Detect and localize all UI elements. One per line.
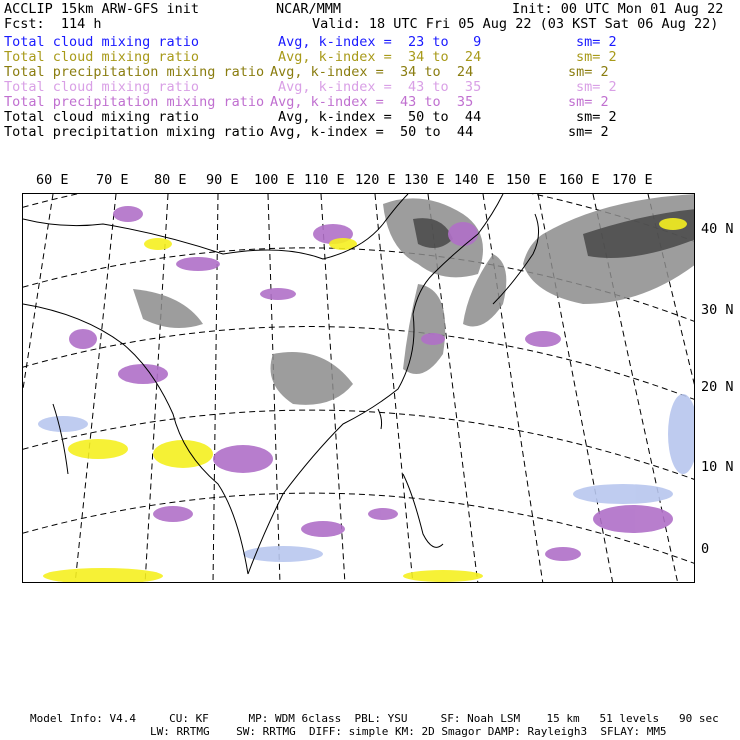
field-name: Total cloud mixing ratio: [4, 34, 200, 50]
forecast-hour: Fcst: 114 h: [4, 16, 102, 32]
precip-patch: [368, 508, 398, 520]
lat-label: 0: [701, 541, 710, 557]
precip-patch: [448, 222, 478, 246]
valid-time: Valid: 18 UTC Fri 05 Aug 22 (03 KST Sat 06 Aug 22): [312, 16, 719, 32]
lon-label: 140 E: [454, 172, 495, 188]
lon-label: 110 E: [304, 172, 345, 188]
lon-label: 170 E: [612, 172, 653, 188]
yellow-patch: [43, 568, 163, 583]
blue-patch: [38, 416, 88, 432]
blue-patch: [668, 394, 695, 474]
blue-cloud-field: [38, 394, 695, 562]
field-sm: sm= 2: [568, 94, 609, 110]
lon-label: 100 E: [254, 172, 295, 188]
yellow-patch: [403, 570, 483, 582]
lon-label: 70 E: [96, 172, 129, 188]
blue-patch: [573, 484, 673, 504]
lon-label: 150 E: [506, 172, 547, 188]
precip-patch: [593, 505, 673, 533]
lon-label: 120 E: [355, 172, 396, 188]
field-avg: Avg, k-index = 50 to 44: [270, 124, 474, 140]
lon-label: 160 E: [559, 172, 600, 188]
graticule-line: [23, 493, 695, 564]
lon-label: 60 E: [36, 172, 69, 188]
blue-patch: [243, 546, 323, 562]
precip-patch: [153, 506, 193, 522]
field-sm: sm= 2: [568, 64, 609, 80]
field-avg: Avg, k-index = 34 to 24: [270, 64, 474, 80]
precip-patch: [260, 288, 296, 300]
cloud-band: [403, 284, 445, 374]
yellow-patch: [659, 218, 687, 230]
field-name: Total precipitation mixing ratio: [4, 94, 265, 110]
coastline: [403, 474, 443, 547]
lon-label: 80 E: [154, 172, 187, 188]
model-info-line1: Model Info: V4.4 CU: KF MP: WDM 6class PBL: YSU SF: Noah LSM 15 km 51 levels 90 sec: [30, 712, 719, 725]
field-avg: Avg, k-index = 43 to 35: [278, 79, 482, 95]
yellow-patch: [144, 238, 172, 250]
graticule-line: [23, 327, 695, 400]
precip-patch: [213, 445, 273, 473]
field-sm: sm= 2: [576, 79, 617, 95]
init-time: Init: 00 UTC Mon 01 Aug 22: [512, 1, 724, 17]
lat-label: 30 N: [701, 302, 734, 318]
field-sm: sm= 2: [568, 124, 609, 140]
lat-label: 40 N: [701, 221, 734, 237]
field-avg: Avg, k-index = 43 to 35: [270, 94, 474, 110]
field-name: Total precipitation mixing ratio: [4, 64, 265, 80]
field-sm: sm= 2: [576, 49, 617, 65]
precip-patch: [525, 331, 561, 347]
map-canvas: [23, 194, 695, 583]
lat-label: 20 N: [701, 379, 734, 395]
coastline: [23, 304, 248, 574]
field-name: Total cloud mixing ratio: [4, 49, 200, 65]
field-avg: Avg, k-index = 34 to 24: [278, 49, 482, 65]
field-avg: Avg, k-index = 23 to 9: [278, 34, 482, 50]
run-title: ACCLIP 15km ARW-GFS init: [4, 1, 200, 17]
precip-patch: [545, 547, 581, 561]
coastline: [53, 404, 68, 474]
precip-patch: [421, 333, 445, 345]
precip-patch: [301, 521, 345, 537]
precip-patch: [176, 257, 220, 271]
field-sm: sm= 2: [576, 109, 617, 125]
center-label: NCAR/MMM: [276, 1, 342, 17]
map-panel: [22, 193, 695, 583]
graticule-line: [145, 194, 168, 583]
field-avg: Avg, k-index = 50 to 44: [278, 109, 482, 125]
lat-label: 10 N: [701, 459, 734, 475]
graticule-line: [23, 194, 53, 583]
field-name: Total cloud mixing ratio: [4, 79, 200, 95]
field-sm: sm= 2: [576, 34, 617, 50]
graticule-line: [75, 194, 116, 583]
lon-label: 130 E: [404, 172, 445, 188]
lon-label: 90 E: [206, 172, 239, 188]
field-name: Total precipitation mixing ratio: [4, 124, 265, 140]
yellow-patch: [153, 440, 213, 468]
cloud-band: [271, 352, 354, 405]
coastline: [23, 194, 408, 259]
yellow-patch: [68, 439, 128, 459]
field-name: Total cloud mixing ratio: [4, 109, 200, 125]
model-info-line2: LW: RRTMG SW: RRTMG DIFF: simple KM: 2D Smagor DAMP: Rayleigh3 SFLAY: MM5: [150, 725, 667, 738]
precip-patch: [113, 206, 143, 222]
cloud-band: [133, 289, 203, 328]
precip-patch: [118, 364, 168, 384]
precip-patch: [69, 329, 97, 349]
